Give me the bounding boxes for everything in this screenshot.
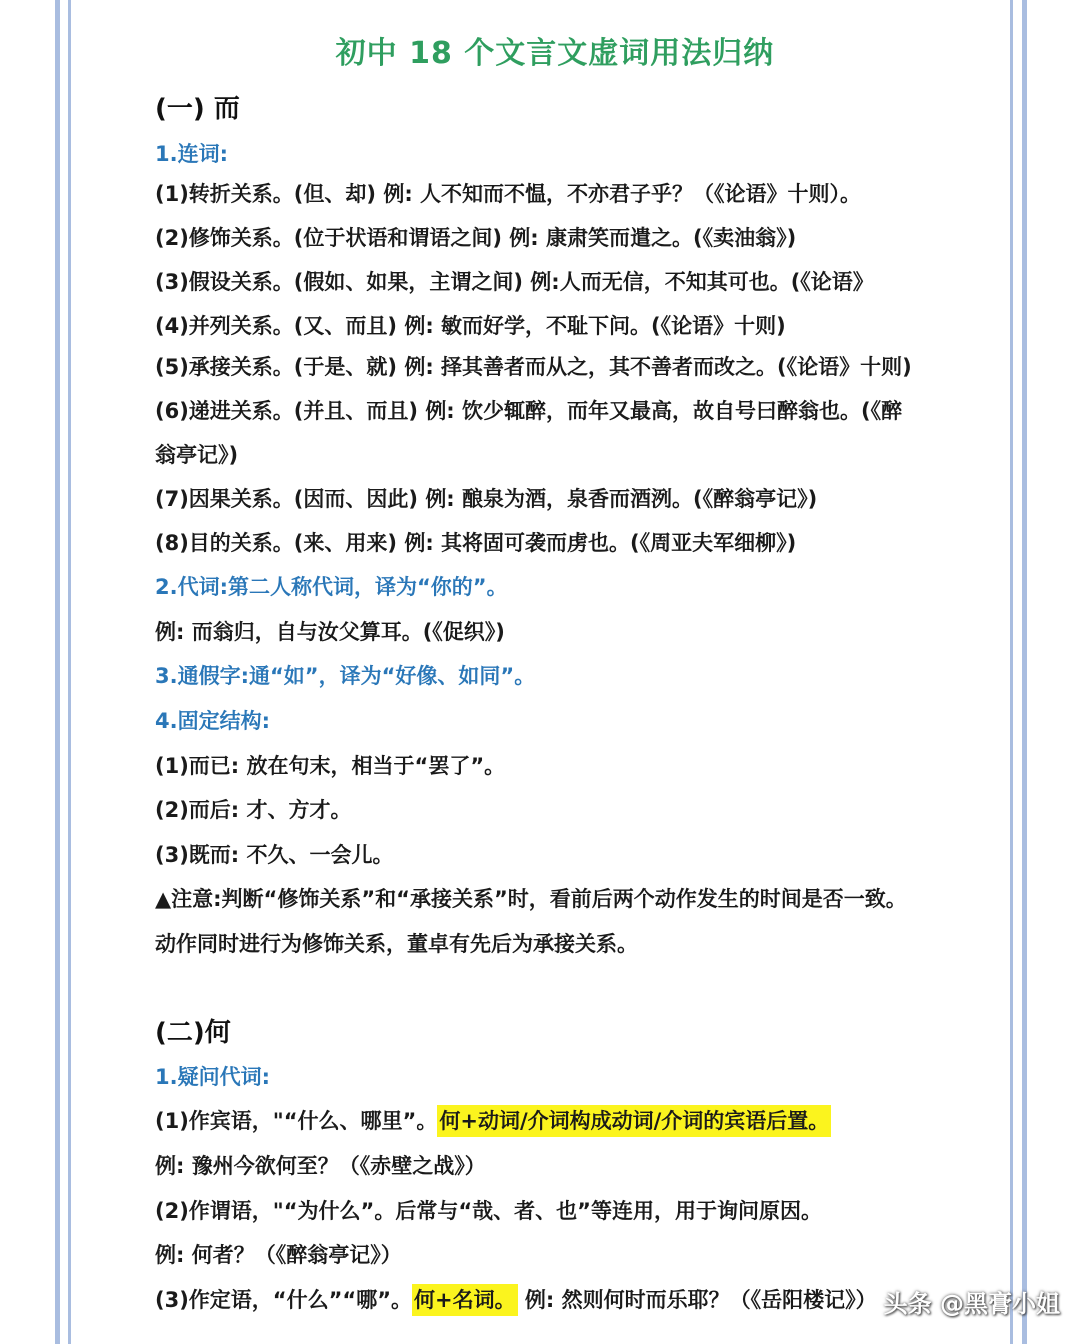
subheading-conjunction: 1.连词:: [155, 142, 228, 166]
text-line: 例: 而翁归，自与汝父算耳。(《促织》): [155, 620, 505, 644]
text-line-with-highlight: [155, 1105, 831, 1135]
subheading-pronoun: 2.代词:第二人称代词，译为“你的”。: [155, 575, 508, 599]
text-line: (3)既而: 不久、一会儿。: [155, 843, 394, 867]
text-line: (8)目的关系。(来、用来) 例: 其将固可袭而虏也。(《周亚夫军细柳》): [155, 531, 797, 555]
line-text: (1)作宾语，"“什么、哪里”。: [155, 1109, 438, 1133]
right-border-inner: [1010, 0, 1013, 1344]
page-title: 初中 18 个文言文虚词用法归纳: [335, 36, 775, 71]
text-line: 翁亭记》): [155, 443, 239, 467]
text-line: (4)并列关系。(又、而且) 例: 敏而好学，不耻下问。(《论语》十则): [155, 314, 786, 338]
text-line: (2)修饰关系。(位于状语和谓语之间) 例: 康肃笑而遣之。(《卖油翁》): [155, 226, 797, 250]
text-line: 例: 何者？（《醉翁亭记》）: [155, 1243, 402, 1267]
left-border-inner: [68, 0, 71, 1344]
text-line: (2)作谓语，"“为什么”。后常与“哉、者、也”等连用，用于询问原因。: [155, 1199, 822, 1223]
line-text: (3)作定语，“什么”“哪”。: [155, 1288, 413, 1312]
highlight-text: 何+动词/介词构成动词/介词的宾语后置。: [437, 1105, 831, 1137]
text-line: (7)因果关系。(因而、因此) 例: 酿泉为酒，泉香而酒洌。(《醉翁亭记》): [155, 487, 818, 511]
highlight-text: 何+名词。: [412, 1284, 518, 1316]
section-heading-er: (一) 而: [155, 94, 240, 124]
left-border-outer: [55, 0, 60, 1344]
text-line: (3)假设关系。(假如、如果，主谓之间) 例:人而无信，不知其可也。(《论语》: [155, 270, 874, 294]
subheading-tongjiazi: 3.通假字:通“如”，译为“好像、如同”。: [155, 664, 536, 688]
section-heading-he: (二)何: [155, 1018, 231, 1048]
line-tail: 例: 然则何时而乐耶？（《岳阳楼记》）: [517, 1288, 877, 1312]
text-line: (2)而后: 才、方才。: [155, 798, 352, 822]
text-line: 例: 豫州今欲何至？（《赤壁之战》）: [155, 1154, 486, 1178]
right-border-outer: [1022, 0, 1027, 1344]
note-line: 动作同时进行为修饰关系，董卓有先后为承接关系。: [155, 932, 638, 956]
note-line: ▲注意:判断“修饰关系”和“承接关系”时，看前后两个动作发生的时间是否一致。: [155, 887, 907, 911]
watermark: 头条 @黑膏小姐: [883, 1290, 1060, 1318]
text-line: (1)转折关系。(但、却) 例: 人不知而不愠，不亦君子乎？（《论语》十则）。: [155, 182, 862, 206]
subheading-fixed-structure: 4.固定结构:: [155, 709, 270, 733]
text-line: (1)而已: 放在句末，相当于“罢了”。: [155, 754, 506, 778]
text-line: (5)承接关系。(于是、就) 例: 择其善者而从之，其不善者而改之。(《论语》十则): [155, 355, 912, 379]
text-line-with-highlight: [155, 1284, 877, 1314]
subheading-interrogative: 1.疑问代词:: [155, 1065, 270, 1089]
text-line: (6)递进关系。(并且、而且) 例: 饮少辄醉，而年又最高，故自号曰醉翁也。(《醉: [155, 399, 903, 423]
